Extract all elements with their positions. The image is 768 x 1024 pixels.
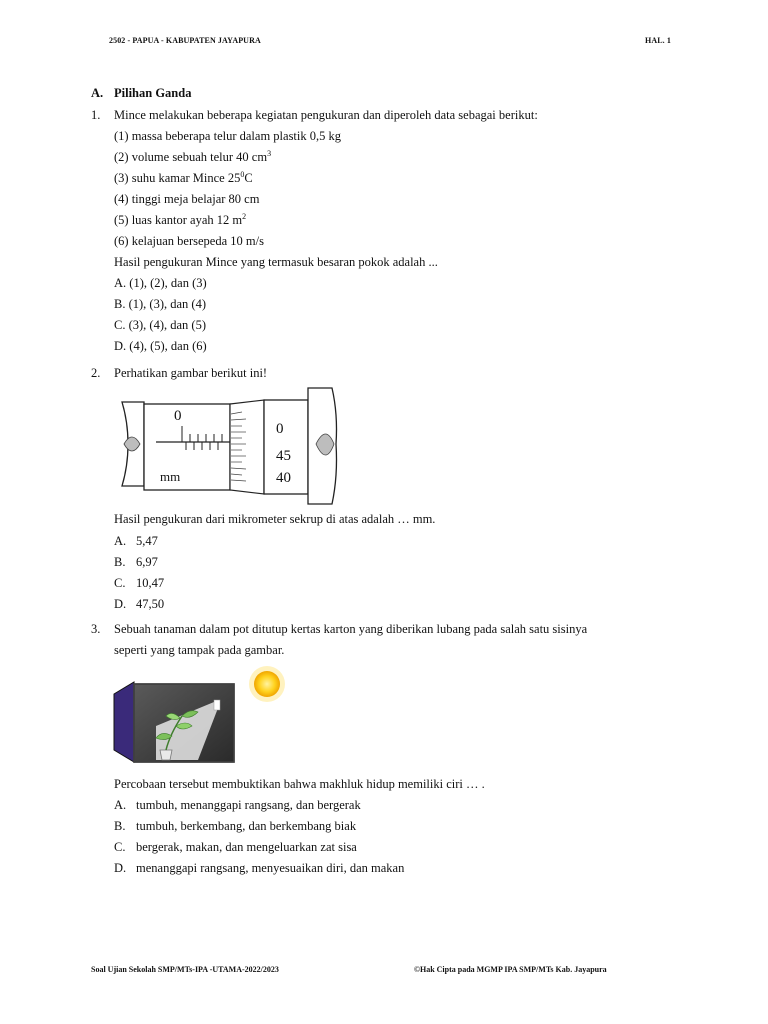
q1-question: Hasil pengukuran Mince yang termasuk besaran pokok adalah ... <box>114 255 438 269</box>
sun-icon <box>249 666 285 702</box>
q2-option-a[interactable]: A. 5,47 <box>114 534 158 548</box>
q1-item-6: (6) kelajuan bersepeda 10 m/s <box>114 234 264 248</box>
sleeve-unit-label: mm <box>160 469 181 484</box>
q3-option-a[interactable]: A. tumbuh, menanggapi rangsang, dan bergerak <box>114 798 361 812</box>
section-title: Pilihan Ganda <box>114 86 192 100</box>
q3-stem-line2: seperti yang tampak pada gambar. <box>114 643 285 657</box>
micrometer-sleeve <box>144 404 230 490</box>
q1-stem: Mince melakukan beberapa kegiatan pengukuran dan diperoleh data sebagai berikut: <box>114 108 538 122</box>
q1-option-b[interactable]: B. (1), (3), dan (4) <box>114 297 206 311</box>
q1-option-d[interactable]: D. (4), (5), dan (6) <box>114 339 207 353</box>
q1-item-4: (4) tinggi meja belajar 80 cm <box>114 192 260 206</box>
section-letter: A. <box>91 86 104 100</box>
q2-stem: Perhatikan gambar berikut ini! <box>114 366 268 380</box>
page-number: HAL. 1 <box>645 36 671 45</box>
q3-number: 3. <box>91 622 101 636</box>
thimble-label-45: 45 <box>276 448 291 464</box>
q2-question: Hasil pengukuran dari mikrometer sekrup di atas adalah … mm. <box>114 512 436 526</box>
plant-box-figure <box>110 664 290 766</box>
footer-left: Soal Ujian Sekolah SMP/MTs-IPA -UTAMA-2022/2023 <box>91 965 279 974</box>
box-hole <box>214 700 220 710</box>
q1-item-2: (2) volume sebuah telur 40 $cm^3$ <box>114 148 272 164</box>
q3-option-d[interactable]: D. menanggapi rangsang, menyesuaikan diri, dan makan <box>114 861 405 875</box>
q1-item-1: (1) massa beberapa telur dalam plastik 0,5 kg <box>114 129 342 143</box>
q1-number: 1. <box>91 108 101 122</box>
q2-option-c[interactable]: C. 10,47 <box>114 576 165 590</box>
q2-option-b[interactable]: B. 6,97 <box>114 555 158 569</box>
header-left: 2502 - PAPUA - KABUPATEN JAYAPURA <box>109 36 261 45</box>
q1-option-c[interactable]: C. (3), (4), dan (5) <box>114 318 206 332</box>
sleeve-zero-label: 0 <box>174 408 182 424</box>
q1-item-5: (5) luas kantor ayah 12 $m^2$ <box>114 211 247 227</box>
footer-copyright: ©Hak Cipta pada MGMP IPA SMP/MTs Kab. Jayapura <box>414 965 607 974</box>
section-heading <box>91 86 192 101</box>
q1-item-3: (3) suhu kamar Mince $25^0C$ <box>114 169 253 185</box>
q2-option-d[interactable]: D. 47,50 <box>114 597 165 611</box>
micrometer-figure <box>118 384 340 508</box>
q1-option-a[interactable]: A. (1), (2), dan (3) <box>114 276 207 290</box>
q3-stem-line1: Sebuah tanaman dalam pot ditutup kertas karton yang diberikan lubang pada salah satu sisinya <box>114 622 588 636</box>
box-side-panel <box>114 682 134 762</box>
q3-option-b[interactable]: B. tumbuh, berkembang, dan berkembang biak <box>114 819 357 833</box>
q3-option-c[interactable]: C. bergerak, makan, dan mengeluarkan zat sisa <box>114 840 357 854</box>
q2-number: 2. <box>91 366 101 380</box>
thimble-label-40: 40 <box>276 470 291 486</box>
q3-question: Percobaan tersebut membuktikan bahwa makhluk hidup memiliki ciri … . <box>114 777 485 791</box>
thimble-label-0: 0 <box>276 421 284 437</box>
